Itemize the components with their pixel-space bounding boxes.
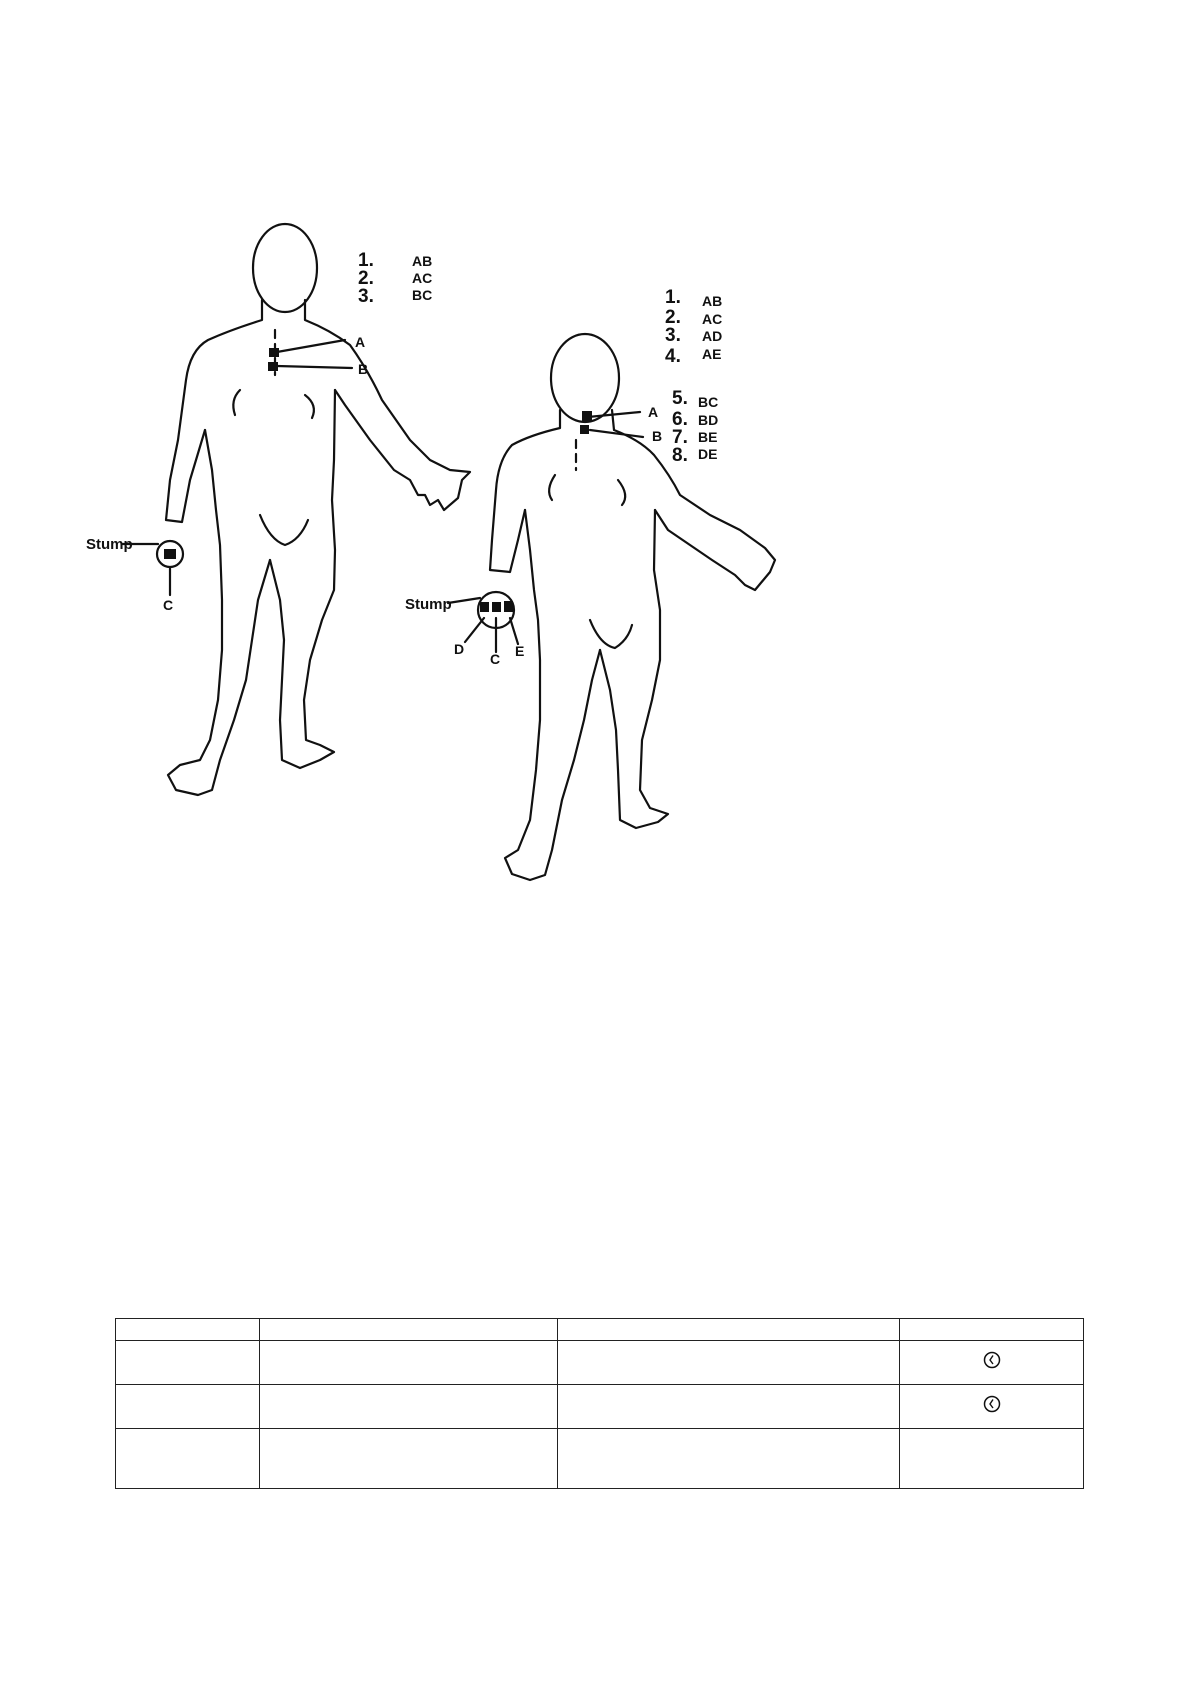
right-electrode-e (504, 601, 513, 612)
left-label-b: B (358, 361, 369, 377)
right-electrode-b (580, 425, 589, 434)
right-list-pair-6: BD (698, 412, 719, 428)
right-label-e: E (515, 643, 525, 659)
right-body-outline (490, 334, 775, 880)
right-list-num-6: 6. (672, 409, 688, 430)
right-list-num-4: 4. (665, 346, 681, 367)
left-stump-label: Stump (86, 536, 133, 553)
right-label-b: B (652, 428, 663, 444)
left-electrode-b (268, 362, 278, 371)
left-leader-b (277, 366, 352, 368)
left-list-num-3: 3. (358, 286, 374, 307)
left-label-a: A (355, 334, 366, 350)
right-electrode-c (492, 602, 501, 612)
table-cell (116, 1341, 260, 1385)
left-leader-a (277, 340, 345, 352)
left-list-num-1: 1. (358, 250, 374, 271)
right-list-num-8: 8. (672, 445, 688, 466)
right-list-pair-5: BC (698, 394, 719, 410)
right-list-pair-2: AC (702, 311, 723, 327)
table-cell (259, 1319, 557, 1341)
left-list-pair-2: AC (412, 270, 433, 286)
right-stump-arrow (448, 598, 480, 603)
table-row (116, 1341, 1084, 1385)
table-cell (259, 1429, 557, 1489)
right-electrode-d (480, 602, 489, 612)
table-cell (900, 1385, 1084, 1429)
right-list-pair-4: AE (702, 346, 722, 362)
table-cell (557, 1429, 900, 1489)
right-list-pair-7: BE (698, 429, 718, 445)
table-row (116, 1429, 1084, 1489)
right-list-num-3: 3. (665, 325, 681, 346)
right-label-a: A (648, 404, 659, 420)
table-cell (557, 1385, 900, 1429)
table-cell (900, 1341, 1084, 1385)
left-list-pair-3: BC (412, 287, 433, 303)
left-list-num-2: 2. (358, 268, 374, 289)
table-cell (116, 1429, 260, 1489)
left-body-outline (166, 224, 470, 795)
right-list-pair-3: AD (702, 328, 723, 344)
right-stump-label: Stump (405, 596, 452, 613)
left-label-c: C (163, 597, 174, 613)
table-cell (900, 1429, 1084, 1489)
clock-icon (983, 1395, 1001, 1413)
right-label-d: D (454, 641, 465, 657)
left-electrode-c (164, 549, 176, 559)
right-leader-e (510, 618, 518, 644)
table-row (116, 1385, 1084, 1429)
right-leader-d (465, 618, 484, 642)
right-label-c: C (490, 651, 501, 667)
right-list-pair-1: AB (702, 293, 723, 309)
table-cell (116, 1319, 260, 1341)
clock-icon (983, 1351, 1001, 1369)
table-cell (259, 1385, 557, 1429)
right-leader-a (588, 412, 640, 417)
right-list-num-1: 1. (665, 287, 681, 308)
right-list-num-5: 5. (672, 388, 688, 409)
table-cell (116, 1385, 260, 1429)
table-row (116, 1319, 1084, 1341)
table-cell (557, 1319, 900, 1341)
left-list-pair-1: AB (412, 253, 433, 269)
right-list-pair-8: DE (698, 446, 718, 462)
left-electrode-a (269, 348, 279, 357)
table-cell (900, 1319, 1084, 1341)
results-table (115, 1318, 1084, 1489)
table-cell (259, 1341, 557, 1385)
right-list-num-7: 7. (672, 427, 688, 448)
right-electrode-a (582, 411, 592, 421)
right-list-num-2: 2. (665, 307, 681, 328)
table-cell (557, 1341, 900, 1385)
